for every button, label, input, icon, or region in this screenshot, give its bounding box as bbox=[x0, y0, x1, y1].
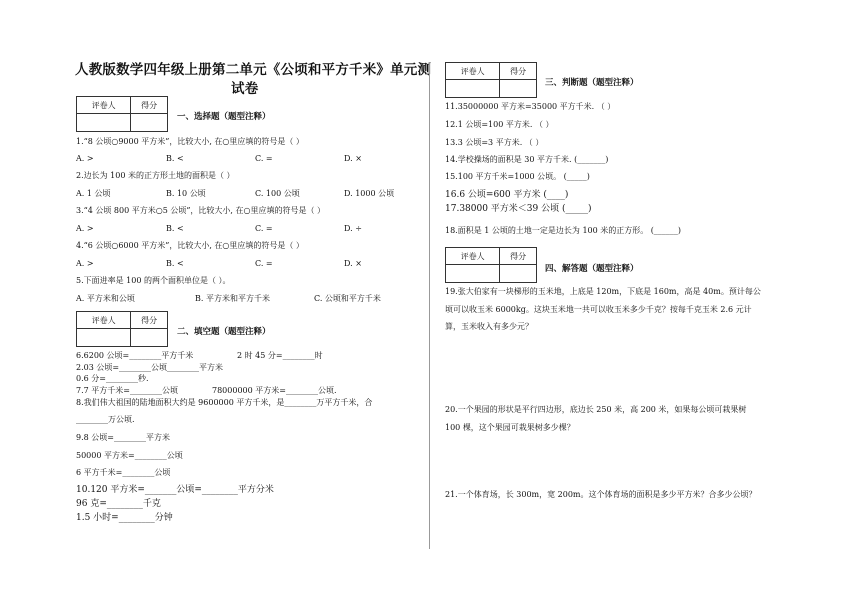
judge-q16: 16.6 公顷=600 平方米 (____) bbox=[445, 190, 569, 200]
section-heading-answer: 四、解答题（题型注释） bbox=[545, 264, 639, 274]
choice-q5-stem: 5.下面进率是 100 的两个面积单位是（ ）。 bbox=[76, 276, 231, 285]
judge-q11: 11.35000000 平方米=35000 平方千米. （ ） bbox=[445, 102, 616, 111]
page-title-line2: 试卷 bbox=[231, 81, 259, 97]
score-cell[interactable] bbox=[500, 265, 537, 283]
answer-q20-line1: 20.一个果园的形状是平行四边形，底边长 250 米，高 200 米，如果每公顷可栽果树 bbox=[445, 405, 747, 414]
fill-q8-line2: ________万公顷. bbox=[76, 415, 135, 424]
answer-q19-line1: 19.张大伯家有一块梯形的玉米地，上底是 120m，下底是 160m，高是 40m。预计每公 bbox=[445, 287, 761, 296]
judge-q13: 13.3 公顷=3 平方米. （ ） bbox=[445, 138, 544, 147]
choice-q5-option-c[interactable]: C. 公顷和平方千米 bbox=[314, 294, 381, 303]
choice-q4-stem: 4.“6 公顷○6000 平方米”，比较大小, 在○里应填的符号是（ ） bbox=[76, 241, 304, 250]
choice-q2-stem: 2.边长为 100 米的正方形土地的面积是（ ） bbox=[76, 171, 235, 180]
fill-q10-2: 96 克=________千克 bbox=[76, 499, 161, 509]
judge-q12: 12.1 公顷=100 平方米. （ ） bbox=[445, 120, 554, 129]
choice-q5-option-b[interactable]: B. 平方米和平方千米 bbox=[195, 294, 270, 303]
judge-q14: 14.学校操场的面积是 30 平方千米. (_______) bbox=[445, 155, 609, 164]
section-heading-judge: 三、判断题（题型注释） bbox=[545, 78, 639, 88]
score-label: 得分 bbox=[500, 248, 537, 265]
reviewer-label: 评卷人 bbox=[446, 248, 500, 265]
fill-q9-2: 50000 平方米=________公顷 bbox=[76, 451, 183, 460]
reviewer-label: 评卷人 bbox=[446, 63, 500, 80]
fill-q9-3: 6 平方千米=________公顷 bbox=[76, 468, 171, 477]
fill-q9b: 78000000 平方米=________公顷. bbox=[212, 386, 337, 395]
choice-q2-option-d[interactable]: D. 1000 公顷 bbox=[344, 189, 395, 198]
answer-q19-line2: 顷可以收玉米 6000kg。这块玉米地一共可以收玉米多少千克？按每千克玉米 2.6 元计 bbox=[445, 305, 752, 314]
choice-q4-option-d[interactable]: D. × bbox=[344, 259, 362, 268]
score-cell[interactable] bbox=[500, 80, 537, 98]
choice-q3-option-c[interactable]: C. = bbox=[255, 224, 273, 233]
fill-q8-line1: 8.我们伟大祖国的陆地面积大约是 9600000 平方千米，是________万平方千米，合 bbox=[76, 398, 373, 407]
choice-q4-option-a[interactable]: A. > bbox=[76, 259, 94, 268]
judge-q17: 17.38000 平方米＜39 公顷 (_____) bbox=[445, 204, 592, 214]
fill-q10-3: 1.5 小时=________分钟 bbox=[76, 513, 173, 523]
choice-q4-option-b[interactable]: B. < bbox=[166, 259, 184, 268]
choice-q1-option-c[interactable]: C. = bbox=[255, 154, 273, 163]
fill-q8s: 0.6 分=________秒. bbox=[76, 374, 149, 383]
choice-q2-option-c[interactable]: C. 100 公顷 bbox=[255, 189, 300, 198]
choice-q3-stem: 3.“4 公顷 800 平方米○5 公顷”，比较大小, 在○里应填的符号是（ ） bbox=[76, 206, 326, 215]
column-divider bbox=[429, 62, 430, 549]
choice-q2-option-b[interactable]: B. 10 公顷 bbox=[166, 189, 206, 198]
fill-q9a: 7.7 平方千米=________公顷 bbox=[76, 386, 178, 395]
fill-q10-1: 10.120 平方米=_______公顷=________平方分米 bbox=[76, 485, 274, 495]
score-cell[interactable] bbox=[131, 114, 168, 132]
fill-q7: 2.03 公顷=________公顷________平方米 bbox=[76, 363, 224, 372]
page-title-line1: 人教版数学四年级上册第二单元《公顷和平方千米》单元测 bbox=[75, 62, 432, 78]
score-table-2 bbox=[76, 311, 168, 347]
choice-q5-option-a[interactable]: A. 平方米和公顷 bbox=[76, 294, 135, 303]
choice-q1-option-b[interactable]: B. < bbox=[166, 154, 184, 163]
choice-q1-option-a[interactable]: A. > bbox=[76, 154, 94, 163]
answer-q19-line3: 算，玉米收入有多少元？ bbox=[445, 322, 533, 331]
score-table-1 bbox=[76, 96, 168, 132]
section-heading-fill: 二、填空题（题型注释） bbox=[177, 327, 271, 337]
fill-q6b: 2 时 45 分=________时 bbox=[237, 351, 323, 360]
score-label: 得分 bbox=[500, 63, 537, 80]
reviewer-label: 评卷人 bbox=[77, 312, 131, 329]
section-heading-choice: 一、选择题（题型注释） bbox=[177, 112, 271, 122]
choice-q1-stem: 1.“8 公顷○9000 平方米”，比较大小, 在○里应填的符号是（ ） bbox=[76, 137, 304, 146]
score-cell[interactable] bbox=[131, 329, 168, 347]
score-label: 得分 bbox=[131, 97, 168, 114]
answer-q21: 21.一个体育场，长 300m，宽 200m。这个体育场的面积是多少平方米？合多少公顷？ bbox=[445, 490, 757, 499]
choice-q3-option-b[interactable]: B. < bbox=[166, 224, 184, 233]
score-label: 得分 bbox=[131, 312, 168, 329]
score-table-4 bbox=[445, 247, 537, 283]
choice-q3-option-a[interactable]: A. > bbox=[76, 224, 94, 233]
choice-q4-option-c[interactable]: C. = bbox=[255, 259, 273, 268]
reviewer-cell[interactable] bbox=[446, 80, 500, 98]
answer-q20-line2: 100 棵，这个果园可栽果树多少棵？ bbox=[445, 423, 575, 432]
fill-q9-1: 9.8 公顷=________平方米 bbox=[76, 433, 170, 442]
choice-q2-option-a[interactable]: A. 1 公顷 bbox=[76, 189, 111, 198]
score-table-3 bbox=[445, 62, 537, 98]
choice-q1-option-d[interactable]: D. × bbox=[344, 154, 362, 163]
judge-q15: 15.100 平方千米=1000 公顷。 (_____) bbox=[445, 172, 590, 181]
reviewer-cell[interactable] bbox=[77, 329, 131, 347]
reviewer-cell[interactable] bbox=[77, 114, 131, 132]
reviewer-label: 评卷人 bbox=[77, 97, 131, 114]
judge-q18: 18.面积是 1 公顷的土地一定是边长为 100 米的正方形。 (______) bbox=[445, 226, 682, 235]
reviewer-cell[interactable] bbox=[446, 265, 500, 283]
choice-q3-option-d[interactable]: D. ÷ bbox=[344, 224, 362, 233]
fill-q6a: 6.6200 公顷=________平方千米 bbox=[76, 351, 194, 360]
